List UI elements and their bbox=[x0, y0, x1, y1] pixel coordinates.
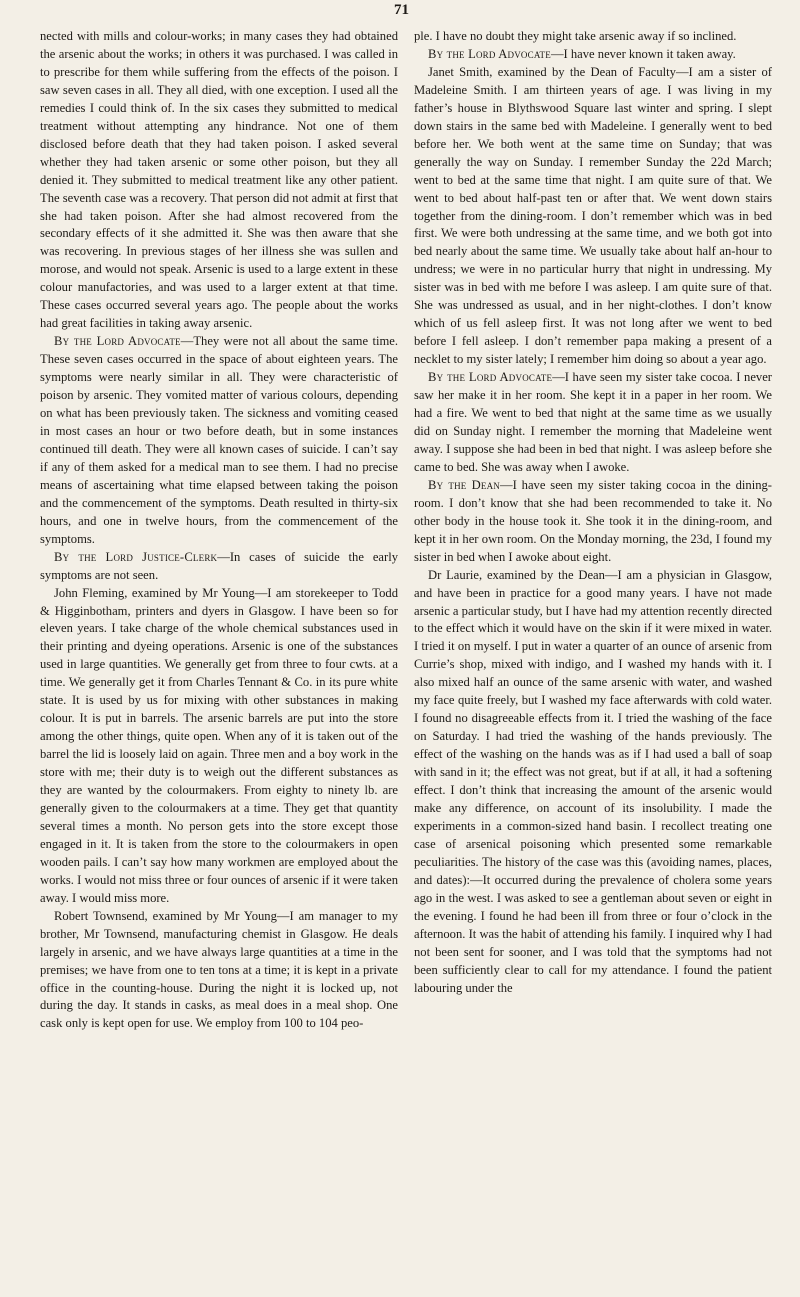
paragraph-text: —I have seen my sister take cocoa. I never saw her make it in her room. She kept it in a paper in her room. We had a fire. We went to bed that night at the same time as we usually did on Sunday night. I remember the morning that Madeleine went away. I suppose she had been in bed that night. I was asleep before she came to bed. She was away when I awoke. bbox=[414, 370, 773, 474]
paragraph bbox=[414, 46, 772, 64]
paragraph-text: Dr Laurie, examined by the Dean—I am a physician in Glasgow, and have been in practice for a good many years. I have not made arsenic a particular study, but I have had my attention recently directed to the effect which it would have on the skin if it were mixed in water. I tried it on myself. I put in water a quarter of an ounce of arsenic from Currie’s shop, mixed with indigo, and I washed my hands with it. I also mixed half an ounce of the same arsenic with water, and washed my face quite freely, but I washed my face afterwards with cold water. I found no disagreeable effects from it. I tried the washing of the face on Saturday. I had tried the washing of the hands previously. The effect of the washing on the hands was as if I had used a ball of soap with sand in it; the effect was not great, but if at all, it had a softening effect. I don’t think that increasing the amount of the arsenic would make any difference, on account of its insolubility. I made the experiments in a common-sized hand basin. I recollect treating one case of arsenical poisoning which presented some remarkable peculiarities. The history of the case was this (avoiding names, places, and dates):—It occurred during the prevalence of cholera some years ago in the west. I was asked to see a gentleman about seven or eight in the evening. I found he had been ill from three or four o’clock in the afternoon. It was the habit of attending his family. I inquired why I had not been sent for sooner, and I was told that the symptoms had not been sufficiently clear to call for my attendance. I found the patient labouring under the bbox=[414, 567, 772, 995]
paragraph bbox=[40, 908, 398, 1034]
right-column bbox=[414, 28, 772, 1288]
paragraph-text: ple. I have no doubt they might take arsenic away if so inclined. bbox=[414, 29, 737, 43]
paragraph bbox=[40, 585, 398, 908]
speaker-attribution: By the Lord Justice-Clerk bbox=[54, 549, 218, 564]
speaker-attribution: By the Lord Advocate bbox=[428, 46, 551, 61]
paragraph-text: —I have seen my sister taking cocoa in the dining-room. I don’t know that she had been recommended to take it. No other body in the house took it. She took it in the dining-room, and kept it in her own room. On the Monday morning, the 23d, I found my sister in bed when I awoke about eight. bbox=[414, 477, 772, 564]
paragraph bbox=[414, 64, 772, 369]
paragraph bbox=[40, 549, 398, 585]
paragraph-text: John Fleming, examined by Mr Young—I am storekeeper to Todd & Higginbotham, printers and dyers in Glasgow. I have been so for eleven years. I take charge of the whole chemical substances used in their printing and dyeing operations. Arsenic is one of the substances used in large quantities. We generally get from three to four cwts. at a time. We generally get it from Charles Tennant & Co. in its pure white state. It is used by us for mixing with other substances in making colour. It is put in barrels. The arsenic barrels are put into the store among the other things, quite open. When any of it is taken out of the barrel the lid is loosely laid on again. Three men and a boy work in the store with me; their duty is to weigh out the different substances as they are wanted by the colourmakers. From eighty to ninety lb. are generally given to the colourmakers at a time. They get that quantity several times a month. No person gets into the store except those engaged in it. It is taken from the store to the colourmakers in open wooden pails. I can’t say how many workmen are employed about the works. I would not miss three or four ounces of arsenic if it were taken away. I would miss more. bbox=[40, 585, 398, 905]
page-body bbox=[40, 28, 772, 1288]
speaker-attribution: By the Lord Advocate bbox=[54, 334, 181, 349]
paragraph bbox=[40, 333, 398, 548]
paragraph-text: —In cases of suicide the early symptoms are not seen. bbox=[40, 549, 398, 582]
paragraph bbox=[414, 369, 772, 477]
paragraph-text: Robert Townsend, examined by Mr Young—I am manager to my brother, Mr Townsend, manufacturing chemist in Glasgow. He deals largely in arsenic, and we have always large quantities at a time in the premises; we have from one to ten tons at a time; it is kept in a private office in the counting-house. During the night it is locked up, not during the day. It stands in casks, as meal does in a meal shop. One cask only is kept open for use. We employ from 100 to 104 peo- bbox=[40, 908, 398, 1031]
paragraph-text: —They were not all about the same time. These seven cases occurred in the space of about eighteen years. The symptoms were nearly similar in all. They were characteristic of poison by arsenic. They vomited matter of various colours, depending on what has been previously taken. The sickness and vomiting ceased in most cases an hour or two before death, but in some instances continued till death. They were all known cases of suicide. I can’t say if any of them asked for a medical man to see them. I had no precise means of ascertaining what time elapsed between taking the poison and the commencement of the symptoms. Death resulted in thirty-six hours, and one in twelve hours, from the commencement of the symptoms. bbox=[40, 334, 399, 546]
paragraph bbox=[414, 567, 772, 998]
speaker-attribution: By the Dean bbox=[428, 477, 500, 492]
paragraph-text: Janet Smith, examined by the Dean of Faculty—I am a sister of Madeleine Smith. I am thirteen years of age. I was living in my father’s house in Blythswood Square last winter and spring. I slept down stairs in the same bed with Madeleine. I generally went to bed before her. We both went at the same time on Sunday; that was generally the way on Sunday. I remember Sunday the 22d March; went to bed at the same time that night. I am quite sure of that. We went to bed about half-past ten or after that. We went down stairs together from the dining-room. I don’t remember which was in bed first. We were both undressing at the same time, and we both got into bed nearly about the same time. We usually take about half an-hour to undress; we were in no particular hurry that night in undressing. My sister was in bed with me before I was asleep. I am quite sure of that. She was undressed as usual, and in her night-clothes. I don’t know which of us fell asleep first. It was not long after we went to bed before I fell asleep. I don’t remember papa making a present of a necklet to my sister lately; I remember him doing so about a year ago. bbox=[414, 64, 772, 367]
speaker-attribution: By the Lord Advocate bbox=[428, 370, 553, 385]
paragraph bbox=[414, 28, 772, 46]
paragraph bbox=[414, 477, 772, 567]
page-number: 71 bbox=[394, 2, 409, 18]
paragraph-text: —I have never known it taken away. bbox=[550, 46, 736, 61]
paragraph-text: nected with mills and colour-works; in many cases they had obtained the arsenic about the works; in others it was purchased. I was called in to prescribe for them while suffering from the effects of the poison. I saw seven cases in all. They all died, with one exception. I used all the remedies I could think of. In the six cases they submitted to medical treatment without attempting any hindrance. Not one of them disclosed before death that they had taken poison. I asked several whether they had taken arsenic or some other poison, but they all denied it. They submitted to medical treatment like any other patient. The seventh case was a recovery. That person did not admit at first that she had taken poison. After she had almost recovered from the secondary effects of it she admitted it. She was then aware that she was recovering. In previous stages of her illness she was sullen and morose, and would not speak. Arsenic is used to a large extent in these colour manufactories, and was used to a larger extent at that time. These cases occurred several years ago. The people about the works had great facilities in taking away arsenic. bbox=[40, 29, 398, 331]
left-column bbox=[40, 28, 398, 1288]
paragraph bbox=[40, 28, 398, 333]
